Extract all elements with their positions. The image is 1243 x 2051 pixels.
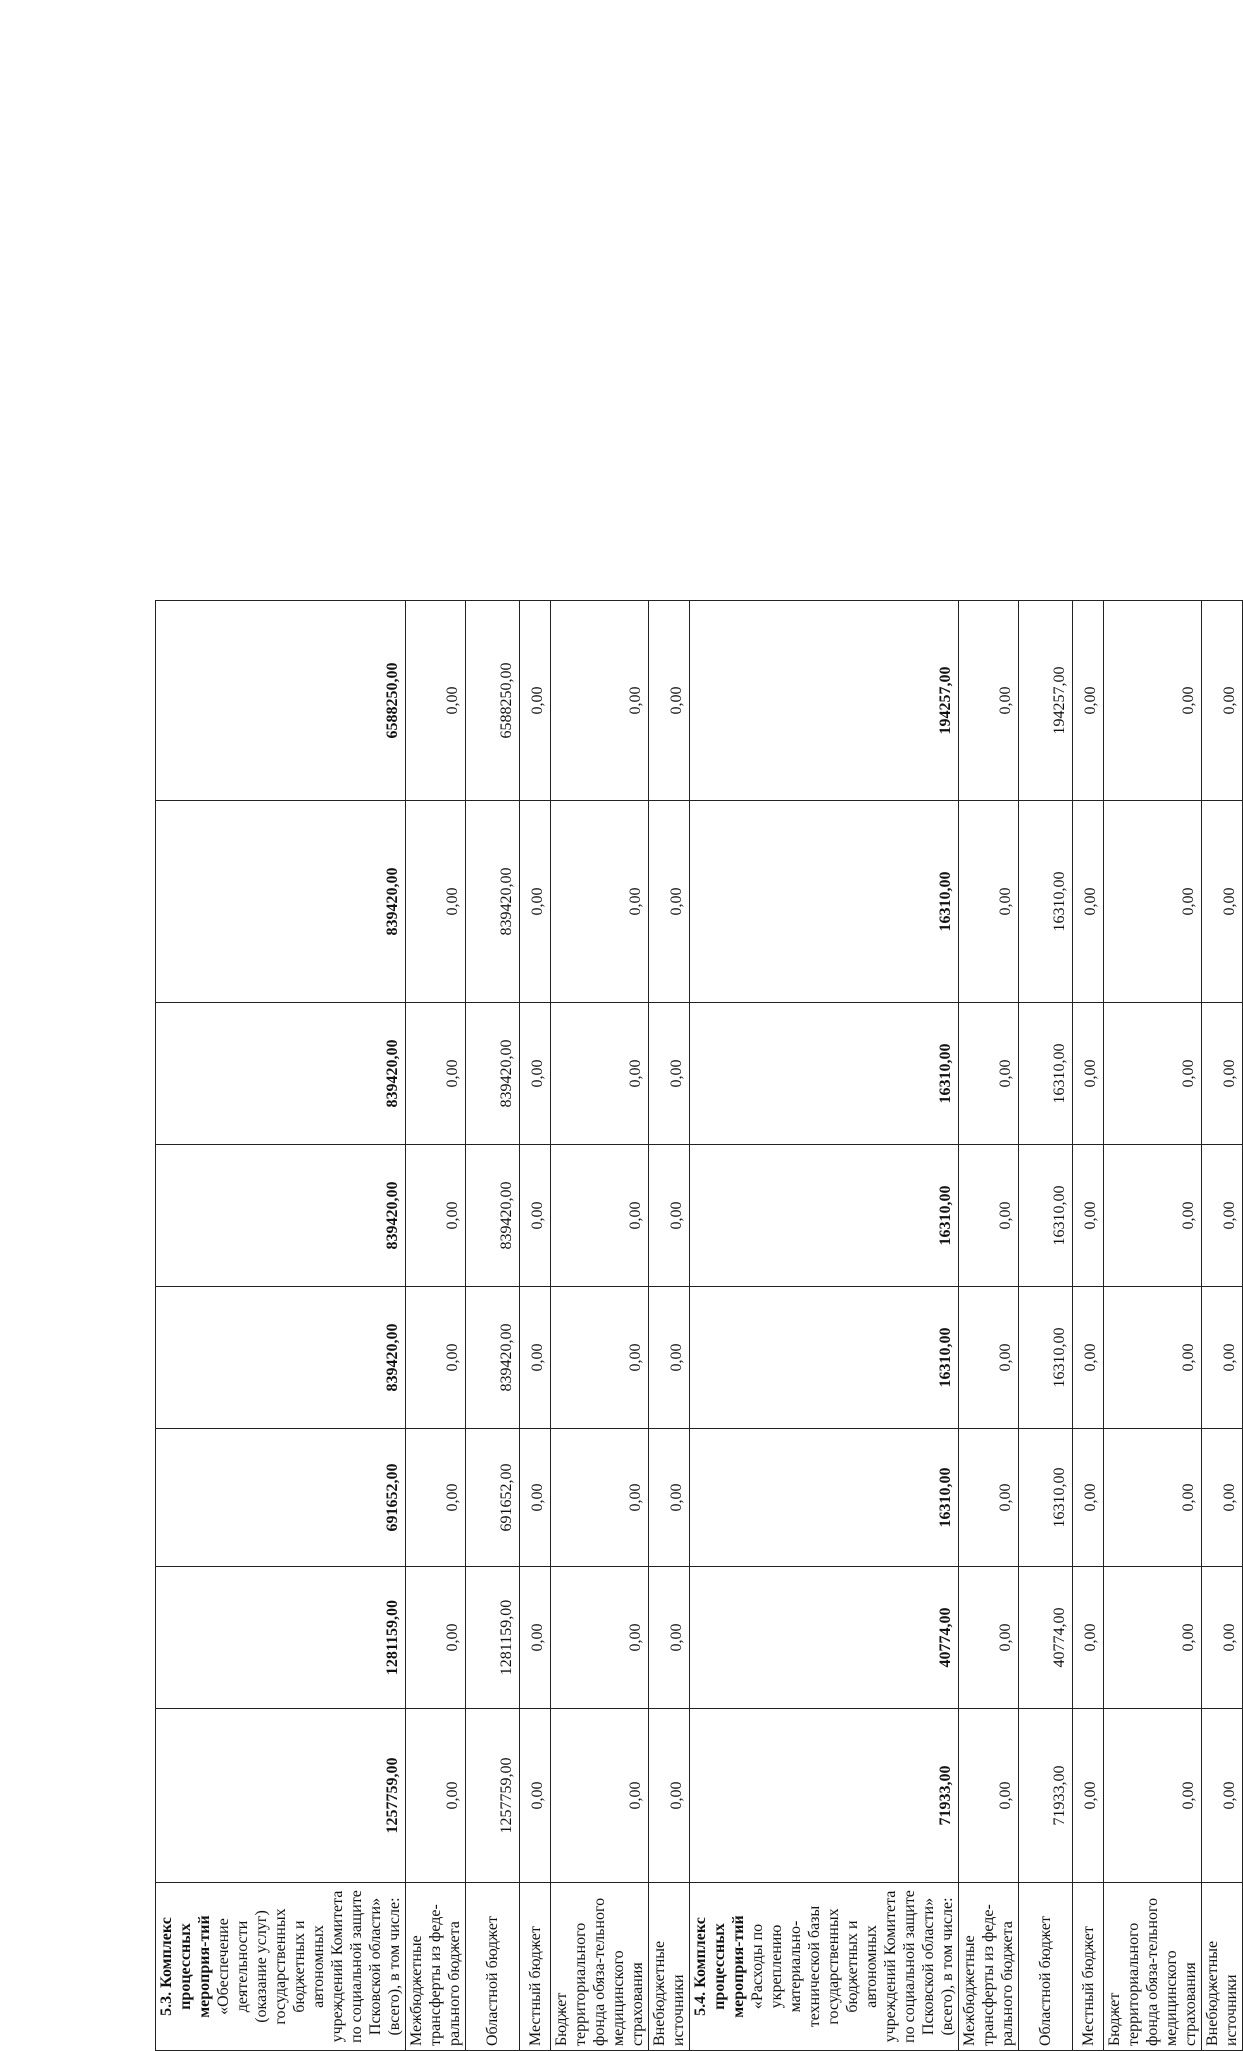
- value-cell: 0,00: [1104, 1709, 1202, 1883]
- value-cell: 71933,00: [1019, 1709, 1073, 1883]
- value-cell: 16310,00: [1019, 1429, 1073, 1567]
- value-cell: 0,00: [406, 1429, 466, 1567]
- value-cell: 0,00: [649, 601, 690, 801]
- total-cell: 1281159,00: [156, 1567, 406, 1709]
- table-row: [1104, 601, 1202, 2051]
- value-cell: 0,00: [406, 1567, 466, 1709]
- section-description: «Расходы по укреплению материально-технической базы государственных бюджетных и автономных учреждений Комитета по социальной защите Псковской области» (всего), в том числе:: [749, 1890, 956, 2043]
- value-cell: 0,00: [1202, 1145, 1243, 1287]
- total-cell: 16310,00: [690, 1145, 959, 1287]
- value-cell: 0,00: [959, 601, 1019, 801]
- scanned-page: [155, 601, 1243, 2051]
- value-cell: 0,00: [959, 1429, 1019, 1567]
- value-cell: 0,00: [551, 1003, 649, 1145]
- value-cell: 0,00: [959, 1145, 1019, 1287]
- value-cell: 0,00: [520, 601, 551, 801]
- value-cell: 0,00: [1104, 1145, 1202, 1287]
- value-cell: 0,00: [520, 1567, 551, 1709]
- table-row: [1019, 601, 1073, 2051]
- table-row: [649, 601, 690, 2051]
- table-row: [1202, 601, 1243, 2051]
- value-cell: 0,00: [406, 1145, 466, 1287]
- total-cell: 16310,00: [690, 1287, 959, 1429]
- value-cell: 0,00: [649, 1003, 690, 1145]
- value-cell: 0,00: [1202, 801, 1243, 1003]
- value-cell: 0,00: [551, 1429, 649, 1567]
- table-body: [156, 601, 1243, 2051]
- value-cell: 0,00: [520, 1287, 551, 1429]
- value-cell: 839420,00: [466, 1003, 520, 1145]
- total-cell: 16310,00: [690, 1429, 959, 1567]
- value-cell: 0,00: [1073, 601, 1104, 801]
- value-cell: 0,00: [406, 1709, 466, 1883]
- value-cell: 0,00: [551, 801, 649, 1003]
- total-cell: 839420,00: [156, 1003, 406, 1145]
- value-cell: 0,00: [1202, 1709, 1243, 1883]
- section-description: «Обеспечение деятельности (оказание услуг) государственных бюджетных и автономных учреждений Комитета по социальной защите Псковской области» (всего), в том числе:: [215, 1890, 403, 2043]
- value-cell: 0,00: [1104, 1287, 1202, 1429]
- value-cell: 0,00: [649, 1145, 690, 1287]
- value-cell: 0,00: [1073, 1145, 1104, 1287]
- row-label: Областной бюджет: [466, 1883, 520, 2051]
- row-label: Местный бюджет: [520, 1883, 551, 2051]
- value-cell: 0,00: [1073, 1003, 1104, 1145]
- value-cell: 0,00: [1073, 1287, 1104, 1429]
- value-cell: 0,00: [649, 1567, 690, 1709]
- row-label: Внебюджетные источники: [649, 1883, 690, 2051]
- table-row: [520, 601, 551, 2051]
- value-cell: 691652,00: [466, 1429, 520, 1567]
- value-cell: 16310,00: [1019, 1145, 1073, 1287]
- section-row: [156, 601, 406, 2051]
- value-cell: 0,00: [959, 1003, 1019, 1145]
- value-cell: 839420,00: [466, 1287, 520, 1429]
- value-cell: 0,00: [520, 1709, 551, 1883]
- value-cell: 839420,00: [466, 801, 520, 1003]
- table-row: [551, 601, 649, 2051]
- total-cell: 1257759,00: [156, 1709, 406, 1883]
- value-cell: 0,00: [1104, 1429, 1202, 1567]
- value-cell: 0,00: [1202, 1287, 1243, 1429]
- value-cell: 0,00: [520, 801, 551, 1003]
- value-cell: 0,00: [406, 1003, 466, 1145]
- total-cell: 691652,00: [156, 1429, 406, 1567]
- table-row: [1073, 601, 1104, 2051]
- value-cell: 0,00: [649, 1287, 690, 1429]
- value-cell: 0,00: [551, 601, 649, 801]
- value-cell: 839420,00: [466, 1145, 520, 1287]
- value-cell: 40774,00: [1019, 1567, 1073, 1709]
- value-cell: 0,00: [1073, 1429, 1104, 1567]
- section-title: 5.3. Комплекс процессных мероприя-тий: [158, 1915, 213, 2018]
- value-cell: 0,00: [649, 801, 690, 1003]
- value-cell: 1281159,00: [466, 1567, 520, 1709]
- value-cell: 0,00: [551, 1709, 649, 1883]
- value-cell: 0,00: [551, 1145, 649, 1287]
- budget-table: [155, 600, 1243, 2051]
- value-cell: 0,00: [649, 1709, 690, 1883]
- value-cell: 0,00: [551, 1287, 649, 1429]
- value-cell: 16310,00: [1019, 801, 1073, 1003]
- value-cell: 0,00: [1202, 1567, 1243, 1709]
- value-cell: 0,00: [959, 1287, 1019, 1429]
- total-cell: 194257,00: [690, 601, 959, 801]
- value-cell: 0,00: [959, 801, 1019, 1003]
- row-label: Бюджет территориального фонда обяза-тельного медицинского страхования: [551, 1883, 649, 2051]
- value-cell: 6588250,00: [466, 601, 520, 801]
- total-cell: 839420,00: [156, 1145, 406, 1287]
- row-label: Внебюджетные источники: [1202, 1883, 1243, 2051]
- table-row: [466, 601, 520, 2051]
- value-cell: 0,00: [551, 1567, 649, 1709]
- row-label: Областной бюджет: [1019, 1883, 1073, 2051]
- value-cell: 194257,00: [1019, 601, 1073, 801]
- value-cell: 0,00: [1202, 1003, 1243, 1145]
- section-heading: [690, 1883, 959, 2051]
- table-row: [406, 601, 466, 2051]
- row-label: Местный бюджет: [1073, 1883, 1104, 2051]
- value-cell: 0,00: [520, 1145, 551, 1287]
- value-cell: 0,00: [1073, 801, 1104, 1003]
- value-cell: 0,00: [406, 601, 466, 801]
- value-cell: 0,00: [1104, 1003, 1202, 1145]
- value-cell: 1257759,00: [466, 1709, 520, 1883]
- table-row: [959, 601, 1019, 2051]
- value-cell: 0,00: [520, 1003, 551, 1145]
- total-cell: 16310,00: [690, 801, 959, 1003]
- section-heading: [156, 1883, 406, 2051]
- value-cell: 0,00: [959, 1709, 1019, 1883]
- value-cell: 0,00: [520, 1429, 551, 1567]
- total-cell: 40774,00: [690, 1567, 959, 1709]
- total-cell: 71933,00: [690, 1709, 959, 1883]
- value-cell: 0,00: [649, 1429, 690, 1567]
- row-label: Бюджет территориального фонда обяза-тельного медицинского страхования: [1104, 1883, 1202, 2051]
- value-cell: 0,00: [1073, 1567, 1104, 1709]
- total-cell: 16310,00: [690, 1003, 959, 1145]
- value-cell: 0,00: [959, 1567, 1019, 1709]
- value-cell: 16310,00: [1019, 1287, 1073, 1429]
- section-row: [690, 601, 959, 2051]
- value-cell: 0,00: [1104, 801, 1202, 1003]
- value-cell: 0,00: [406, 801, 466, 1003]
- value-cell: 0,00: [1073, 1709, 1104, 1883]
- value-cell: 0,00: [1202, 1429, 1243, 1567]
- total-cell: 6588250,00: [156, 601, 406, 801]
- total-cell: 839420,00: [156, 801, 406, 1003]
- row-label: Межбюджетные трансферты из феде-рального бюджета: [406, 1883, 466, 2051]
- value-cell: 0,00: [1104, 1567, 1202, 1709]
- value-cell: 16310,00: [1019, 1003, 1073, 1145]
- value-cell: 0,00: [1202, 601, 1243, 801]
- row-label: Межбюджетные трансферты из феде-рального бюджета: [959, 1883, 1019, 2051]
- value-cell: 0,00: [1104, 601, 1202, 801]
- total-cell: 839420,00: [156, 1287, 406, 1429]
- section-title: 5.4. Комплекс процессных мероприя-тий: [692, 1915, 747, 2018]
- value-cell: 0,00: [406, 1287, 466, 1429]
